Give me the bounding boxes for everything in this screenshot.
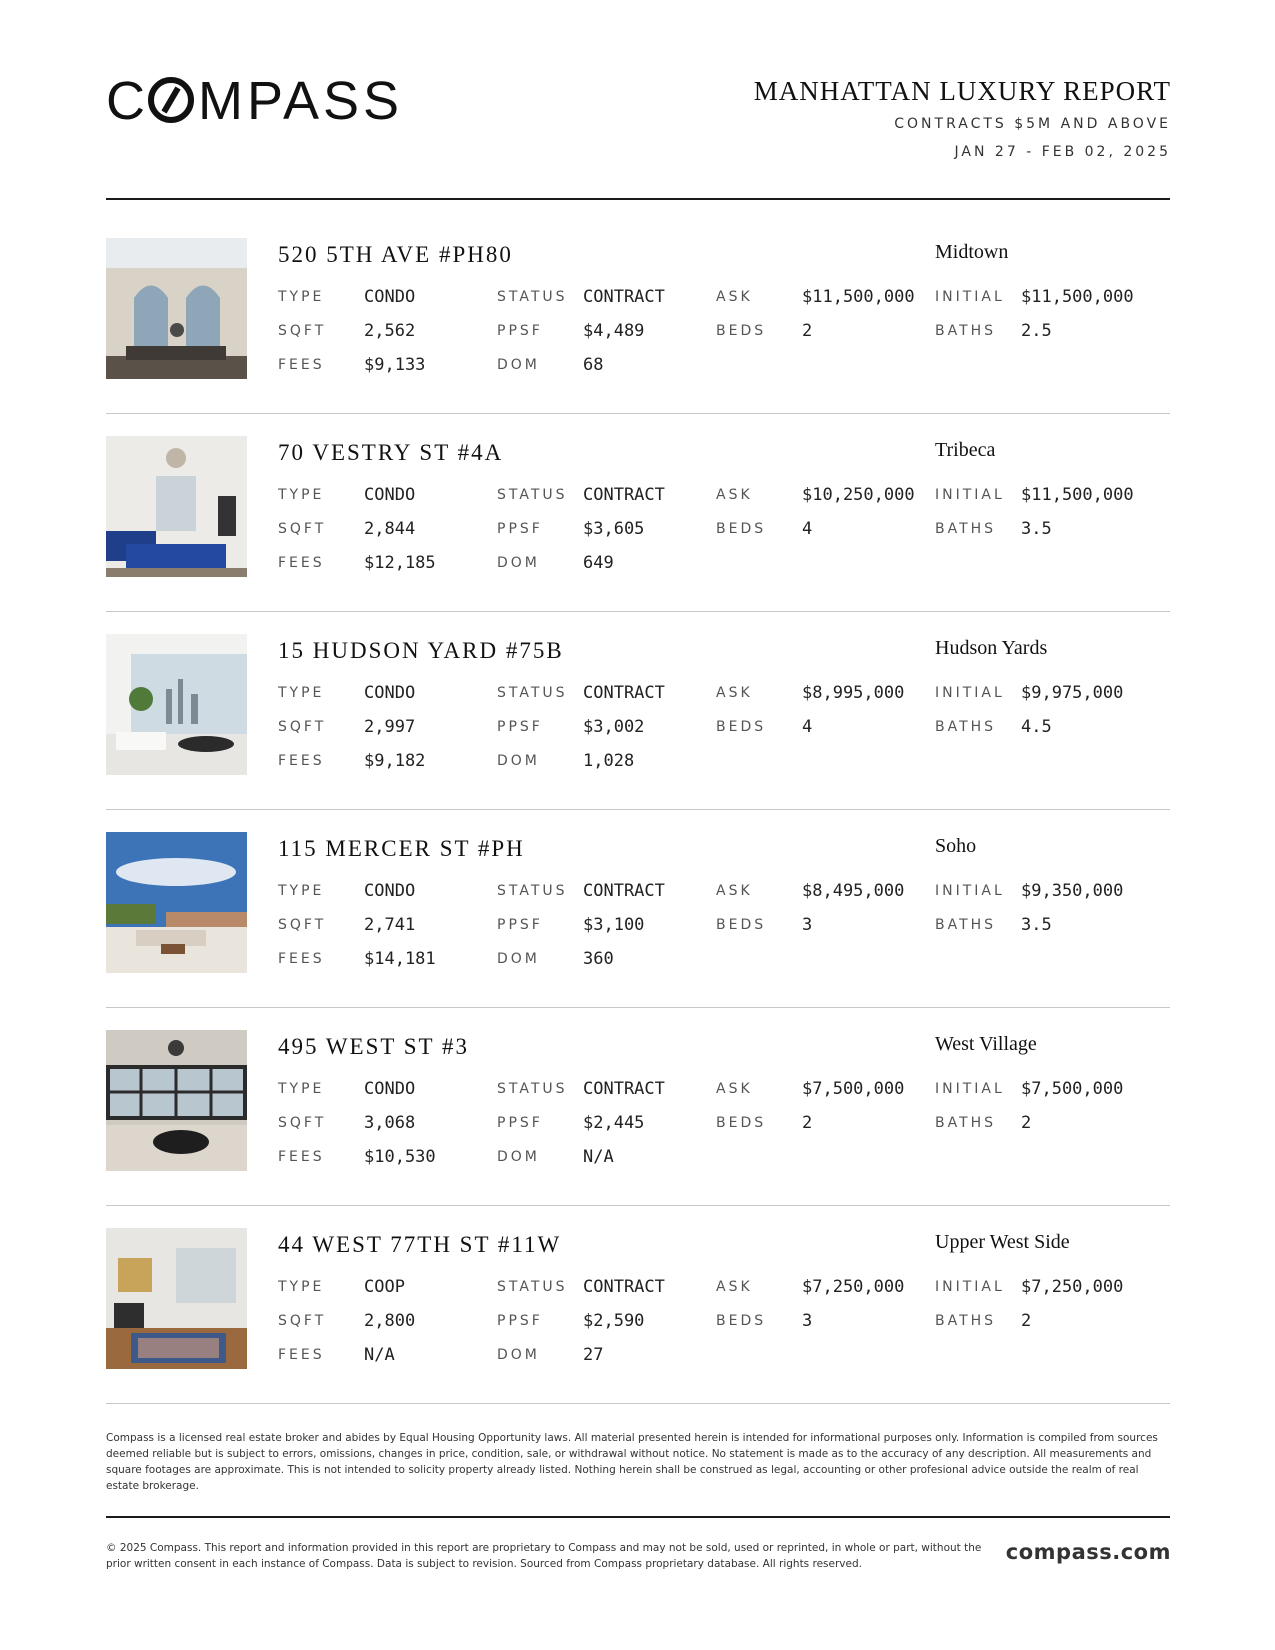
sqft-label: SQFT — [278, 1115, 327, 1131]
status-label: STATUS — [497, 883, 568, 899]
listing-divider — [106, 413, 1170, 414]
svg-text:C: C — [106, 72, 149, 128]
sqft-value: 2,800 — [364, 1311, 416, 1331]
dom-value: 1,028 — [583, 751, 635, 771]
ask-label: ASK — [716, 289, 753, 305]
dom-value: 360 — [583, 949, 614, 969]
fees-value: $10,530 — [364, 1147, 436, 1167]
compass-logo — [106, 72, 431, 128]
listing-photo[interactable] — [106, 436, 247, 577]
type-label: TYPE — [278, 1279, 325, 1295]
sqft-label: SQFT — [278, 719, 327, 735]
baths-value: 2 — [1021, 1113, 1032, 1133]
beds-value: 4 — [802, 717, 813, 737]
listing-address[interactable]: 115 MERCER ST #PH — [278, 836, 525, 861]
initial-label: INITIAL — [935, 1279, 1005, 1295]
fees-value: $9,133 — [364, 355, 426, 375]
status-label: STATUS — [497, 685, 568, 701]
beds-value: 2 — [802, 1113, 813, 1133]
baths-value: 3.5 — [1021, 915, 1052, 935]
listing-address[interactable]: 15 HUDSON YARD #75B — [278, 638, 564, 663]
header-divider — [106, 198, 1170, 200]
initial-value: $11,500,000 — [1021, 287, 1134, 307]
legal-disclaimer: Compass is a licensed real estate broker and abides by Equal Housing Opportunity laws. All material presented herein is intended for informational purposes only. Information is compiled from sources deemed reliable but is subject to errors, omissions, changes in price, condition, sale, or withdrawal without notice. No statement is made as to the accuracy of any description. All measurements and square footages are approximate. This is not intended to solicity property already listed. Nothing herein shall be construed as legal, accounting or other profesional advice outside the realm of real estate brokerage. — [106, 1432, 1158, 1492]
listing-neighborhood: Soho — [935, 835, 977, 857]
listing-photo[interactable] — [106, 832, 247, 973]
beds-label: BEDS — [716, 521, 767, 537]
listings-list — [106, 238, 1170, 1426]
status-label: STATUS — [497, 1279, 568, 1295]
status-label: STATUS — [497, 487, 568, 503]
listing-item[interactable] — [106, 1030, 1170, 1228]
ppsf-value: $3,002 — [583, 717, 645, 737]
report-date-range: JAN 27 - FEB 02, 2025 — [954, 144, 1171, 160]
baths-label: BATHS — [935, 719, 997, 735]
ask-value: $10,250,000 — [802, 485, 915, 505]
sqft-label: SQFT — [278, 323, 327, 339]
sqft-label: SQFT — [278, 521, 327, 537]
dom-value: 649 — [583, 553, 614, 573]
ppsf-label: PPSF — [497, 1313, 543, 1329]
type-label: TYPE — [278, 685, 325, 701]
beds-label: BEDS — [716, 917, 767, 933]
type-value: COOP — [364, 1277, 405, 1297]
listing-address[interactable]: 495 WEST ST #3 — [278, 1034, 469, 1059]
beds-value: 4 — [802, 519, 813, 539]
ppsf-label: PPSF — [497, 323, 543, 339]
fees-value: N/A — [364, 1345, 395, 1365]
report-title: MANHATTAN LUXURY REPORT — [753, 76, 1171, 106]
listing-neighborhood: West Village — [935, 1033, 1037, 1055]
dom-label: DOM — [497, 1347, 540, 1363]
status-value: CONTRACT — [583, 683, 665, 703]
fees-value: $12,185 — [364, 553, 436, 573]
ask-label: ASK — [716, 1081, 753, 1097]
listing-address[interactable]: 44 WEST 77TH ST #11W — [278, 1232, 562, 1257]
dom-label: DOM — [497, 555, 540, 571]
listing-divider — [106, 809, 1170, 810]
type-label: TYPE — [278, 487, 325, 503]
dom-label: DOM — [497, 951, 540, 967]
listing-divider — [106, 1007, 1170, 1008]
type-value: CONDO — [364, 683, 416, 703]
beds-value: 3 — [802, 915, 813, 935]
type-value: CONDO — [364, 1079, 416, 1099]
ppsf-value: $2,445 — [583, 1113, 645, 1133]
ppsf-label: PPSF — [497, 719, 543, 735]
ask-label: ASK — [716, 883, 753, 899]
ppsf-value: $3,605 — [583, 519, 645, 539]
listing-address[interactable]: 520 5TH AVE #PH80 — [278, 242, 513, 267]
initial-value: $11,500,000 — [1021, 485, 1134, 505]
sqft-label: SQFT — [278, 917, 327, 933]
copyright-notice: © 2025 Compass. This report and information provided in this report are proprietary to Compass and may not be sold, used or reprinted, in whole or part, without the prior written consent in each instance of Compass. Data is subject to revision. Sourced from Compass proprietary database. All rights reserved. — [106, 1542, 982, 1570]
ppsf-label: PPSF — [497, 521, 543, 537]
beds-value: 3 — [802, 1311, 813, 1331]
type-label: TYPE — [278, 1081, 325, 1097]
report-subtitle: CONTRACTS $5M AND ABOVE — [894, 116, 1171, 132]
fees-label: FEES — [278, 1347, 325, 1363]
dom-value: 27 — [583, 1345, 604, 1365]
listing-photo[interactable] — [106, 238, 247, 379]
status-value: CONTRACT — [583, 881, 665, 901]
initial-value: $9,350,000 — [1021, 881, 1124, 901]
ask-label: ASK — [716, 1279, 753, 1295]
dom-label: DOM — [497, 1149, 540, 1165]
fees-label: FEES — [278, 357, 325, 373]
beds-label: BEDS — [716, 719, 767, 735]
ask-value: $7,250,000 — [802, 1277, 905, 1297]
baths-value: 3.5 — [1021, 519, 1052, 539]
website-link[interactable]: compass.com — [1005, 1540, 1171, 1564]
ppsf-label: PPSF — [497, 917, 543, 933]
listing-neighborhood: Tribeca — [935, 439, 996, 461]
initial-label: INITIAL — [935, 289, 1005, 305]
sqft-value: 2,844 — [364, 519, 416, 539]
fees-label: FEES — [278, 753, 325, 769]
type-value: CONDO — [364, 287, 416, 307]
ask-label: ASK — [716, 487, 753, 503]
sqft-label: SQFT — [278, 1313, 327, 1329]
baths-value: 2.5 — [1021, 321, 1052, 341]
listing-address[interactable]: 70 VESTRY ST #4A — [278, 440, 504, 465]
fees-label: FEES — [278, 555, 325, 571]
initial-label: INITIAL — [935, 487, 1005, 503]
baths-label: BATHS — [935, 323, 997, 339]
dom-label: DOM — [497, 357, 540, 373]
initial-label: INITIAL — [935, 883, 1005, 899]
status-label: STATUS — [497, 1081, 568, 1097]
fees-value: $9,182 — [364, 751, 426, 771]
ask-value: $11,500,000 — [802, 287, 915, 307]
type-label: TYPE — [278, 883, 325, 899]
beds-label: BEDS — [716, 1115, 767, 1131]
type-label: TYPE — [278, 289, 325, 305]
listing-divider — [106, 1403, 1170, 1404]
ask-value: $8,995,000 — [802, 683, 905, 703]
listing-divider — [106, 1205, 1170, 1206]
ppsf-value: $4,489 — [583, 321, 645, 341]
ask-value: $7,500,000 — [802, 1079, 905, 1099]
listing-neighborhood: Hudson Yards — [935, 637, 1048, 659]
listing-photo[interactable] — [106, 634, 247, 775]
fees-label: FEES — [278, 1149, 325, 1165]
beds-label: BEDS — [716, 323, 767, 339]
sqft-value: 2,741 — [364, 915, 416, 935]
baths-label: BATHS — [935, 917, 997, 933]
listing-item[interactable] — [106, 1228, 1170, 1426]
beds-value: 2 — [802, 321, 813, 341]
listing-item[interactable] — [106, 832, 1170, 1030]
compass-logo-mark — [106, 72, 431, 128]
listing-neighborhood: Midtown — [935, 241, 1009, 263]
dom-label: DOM — [497, 753, 540, 769]
baths-label: BATHS — [935, 521, 997, 537]
fees-value: $14,181 — [364, 949, 436, 969]
listing-item[interactable] — [106, 238, 1170, 436]
baths-label: BATHS — [935, 1313, 997, 1329]
initial-label: INITIAL — [935, 1081, 1005, 1097]
dom-value: 68 — [583, 355, 604, 375]
initial-label: INITIAL — [935, 685, 1005, 701]
footer-divider — [106, 1516, 1170, 1518]
baths-value: 2 — [1021, 1311, 1032, 1331]
listing-item[interactable] — [106, 634, 1170, 832]
sqft-value: 2,997 — [364, 717, 416, 737]
type-value: CONDO — [364, 881, 416, 901]
status-label: STATUS — [497, 289, 568, 305]
fees-label: FEES — [278, 951, 325, 967]
ppsf-value: $2,590 — [583, 1311, 645, 1331]
ppsf-label: PPSF — [497, 1115, 543, 1131]
listing-photo[interactable] — [106, 1228, 247, 1369]
listing-item[interactable] — [106, 436, 1170, 634]
listing-neighborhood: Upper West Side — [935, 1231, 1070, 1253]
beds-label: BEDS — [716, 1313, 767, 1329]
initial-value: $7,500,000 — [1021, 1079, 1124, 1099]
dom-value: N/A — [583, 1147, 614, 1167]
baths-label: BATHS — [935, 1115, 997, 1131]
status-value: CONTRACT — [583, 287, 665, 307]
listing-divider — [106, 611, 1170, 612]
listing-photo[interactable] — [106, 1030, 247, 1171]
status-value: CONTRACT — [583, 485, 665, 505]
type-value: CONDO — [364, 485, 416, 505]
initial-value: $9,975,000 — [1021, 683, 1124, 703]
ppsf-value: $3,100 — [583, 915, 645, 935]
baths-value: 4.5 — [1021, 717, 1052, 737]
status-value: CONTRACT — [583, 1277, 665, 1297]
status-value: CONTRACT — [583, 1079, 665, 1099]
ask-value: $8,495,000 — [802, 881, 905, 901]
initial-value: $7,250,000 — [1021, 1277, 1124, 1297]
ask-label: ASK — [716, 685, 753, 701]
svg-text:MPASS: MPASS — [198, 72, 404, 128]
sqft-value: 3,068 — [364, 1113, 416, 1133]
sqft-value: 2,562 — [364, 321, 416, 341]
